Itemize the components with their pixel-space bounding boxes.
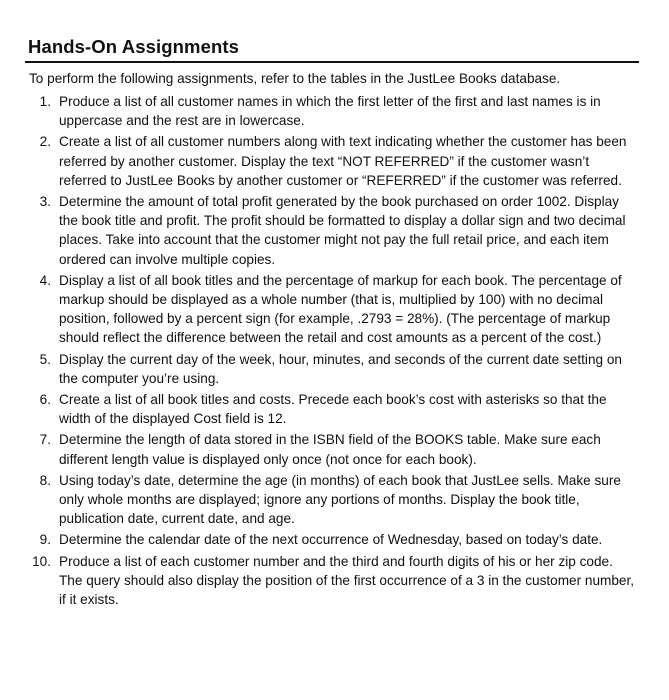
item-text: Display the current day of the week, hour, minutes, and seconds of the current date setting on the computer you’re using. (59, 351, 622, 386)
assignment-item (25, 192, 639, 269)
item-number: 8. (39, 472, 51, 488)
item-text: Produce a list of all customer names in which the first letter of the first and last names is in uppercase and the rest are in lowercase. (59, 94, 601, 129)
page-title: Hands-On Assignments (28, 36, 240, 57)
item-number: 9. (39, 532, 51, 548)
item-number: 5. (39, 351, 51, 367)
item-text: Determine the calendar date of the next occurrence of Wednesday, based on today’s date. (59, 532, 603, 548)
assignment-item (25, 430, 639, 468)
item-number: 6. (39, 392, 51, 408)
assignment-item (25, 92, 639, 130)
item-text: Create a list of all customer numbers along with text indicating whether the customer has been referred by another customer. Display the text “NOT REFERRED” if the customer wasn’t referred to JustLee Books by another customer or “REFERRED” if the customer was referred. (59, 134, 627, 188)
item-text: Display a list of all book titles and the percentage of markup for each book. The percentage of markup should be displayed as a whole number (that is, multiplied by 100) with no decimal position, followed by a percent sign (for example, .2793 = 28%). (The percentage of markup should reflect the difference between the retail and cost amounts as a percent of the cost.) (59, 272, 622, 346)
item-text: Determine the amount of total profit generated by the book purchased on order 1002. Display the book title and profit. The profit should be formatted to display a dollar sign and two decimal places. Take into account that the customer might not pay the full retail price, and each item ordered can involve multiple copies. (59, 194, 626, 267)
item-number: 1. (39, 94, 51, 109)
assignment-item (25, 530, 639, 549)
item-text: Produce a list of each customer number and the third and fourth digits of his or her zip code. The query should also display the position of the first occurrence of a 3 in the customer number, if it exists. (59, 553, 635, 608)
assignment-item (25, 350, 639, 388)
assignment-list (25, 92, 639, 609)
item-number: 10. (32, 553, 51, 569)
item-text: Using today’s date, determine the age (in months) of each book that JustLee sells. Make sure only whole months are displayed; ignore any portions of months. Display the book title, publication date, current date, and age. (59, 472, 621, 527)
item-text: Determine the length of data stored in the ISBN field of the BOOKS table. Make sure each different length value is displayed only once (not once for each book). (59, 432, 601, 467)
assignment-item (25, 390, 639, 428)
assignment-item (25, 552, 639, 610)
assignment-item (25, 271, 639, 348)
title-divider (25, 61, 639, 63)
assignment-item (25, 132, 639, 190)
item-text: Create a list of all book titles and costs. Precede each book’s cost with asterisks so that the width of the displayed Cost field is 12. (59, 392, 607, 427)
item-number: 3. (39, 194, 51, 210)
item-number: 4. (39, 272, 51, 288)
item-number: 2. (39, 134, 51, 150)
item-number: 7. (39, 432, 51, 448)
document-page (25, 36, 639, 611)
intro-text: To perform the following assignments, refer to the tables in the JustLee Books database. (29, 71, 561, 86)
assignment-item (25, 471, 639, 529)
